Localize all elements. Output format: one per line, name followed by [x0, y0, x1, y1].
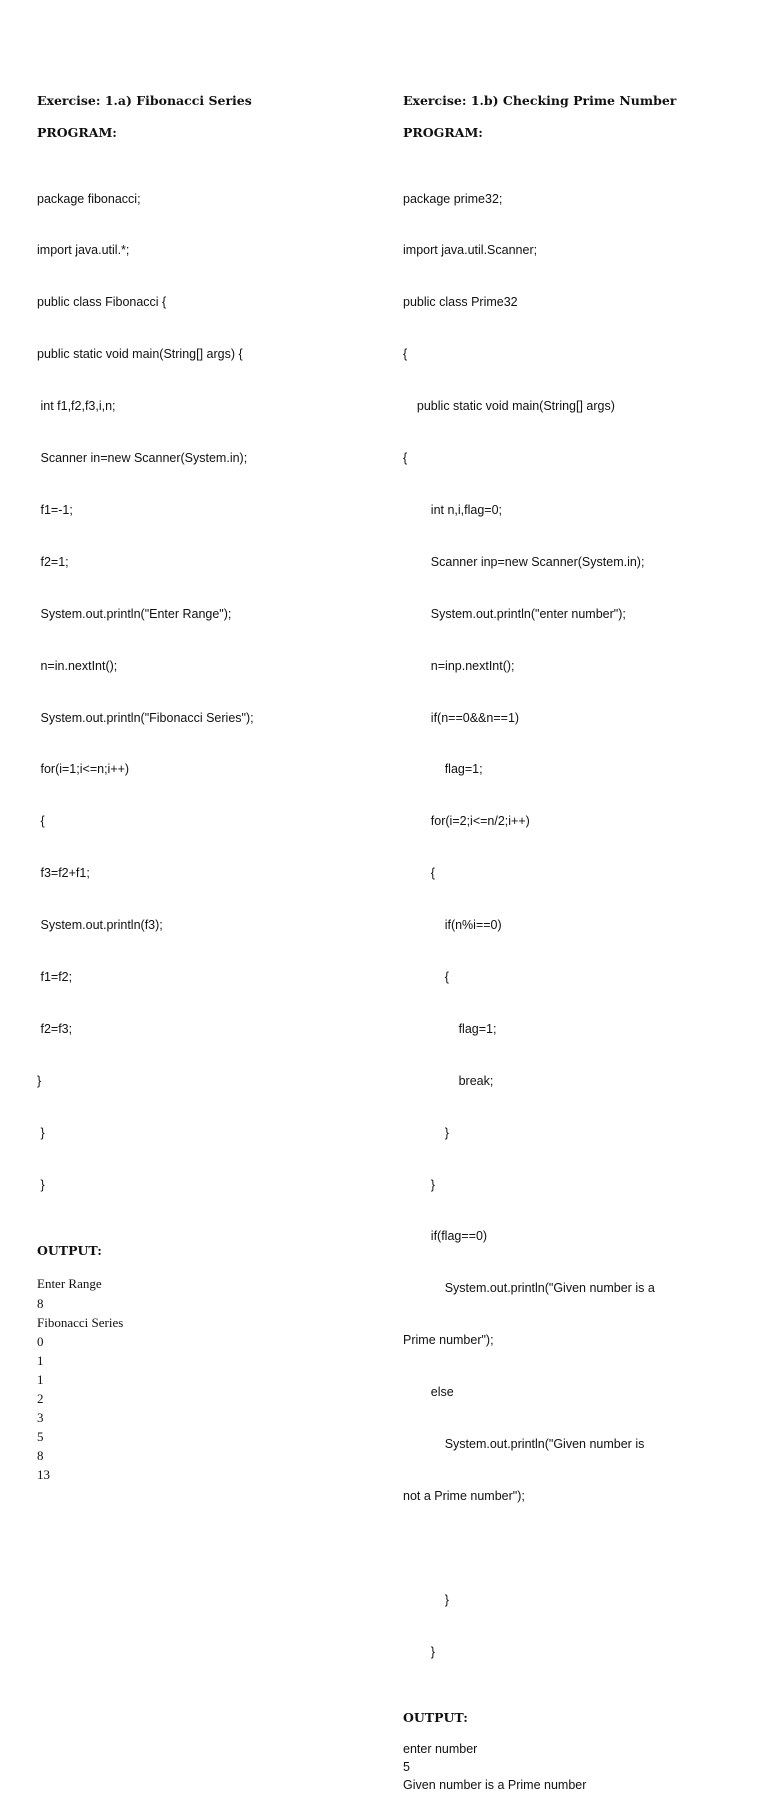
- code-line: System.out.println("Given number is a: [403, 1281, 655, 1296]
- code-line: f1=-1;: [37, 502, 73, 517]
- code-line: break;: [403, 1073, 494, 1088]
- exercise-title: Exercise: 1.a) Fibonacci Series: [37, 93, 252, 108]
- code-line: package prime32;: [403, 191, 503, 206]
- code-line: {: [37, 814, 45, 829]
- code-line: public class Fibonacci {: [37, 295, 167, 310]
- code-line: {: [403, 969, 449, 984]
- code-line: System.out.println("Fibonacci Series");: [37, 710, 254, 725]
- right-column: [403, 92, 748, 1794]
- output-line: 3: [37, 1410, 44, 1426]
- output-line: Given number is a Prime number: [403, 1777, 587, 1792]
- code-line: if(n%i==0): [403, 918, 502, 933]
- code-line: System.out.println(f3);: [37, 918, 163, 933]
- output-label: OUTPUT:: [403, 1710, 468, 1726]
- output-line: 0: [37, 1333, 44, 1349]
- output-block: [403, 1741, 748, 1794]
- code-line: int n,i,flag=0;: [403, 502, 503, 517]
- code-line: not a Prime number");: [403, 1488, 525, 1503]
- code-line: Scanner in=new Scanner(System.in);: [37, 451, 248, 466]
- code-line: flag=1;: [403, 762, 483, 777]
- output-line: Fibonacci Series: [37, 1314, 124, 1330]
- code-line: if(flag==0): [403, 1229, 488, 1244]
- program-label: PROGRAM:: [403, 125, 483, 140]
- code-line: for(i=2;i<=n/2;i++): [403, 814, 530, 829]
- output-line: 1: [37, 1352, 44, 1368]
- code-line: }: [403, 1125, 449, 1140]
- code-line: {: [403, 347, 408, 362]
- output-line: 5: [37, 1429, 44, 1445]
- output-line: Enter Range: [37, 1276, 102, 1292]
- code-block: [403, 156, 748, 1695]
- code-line: }: [37, 1177, 45, 1192]
- code-line: System.out.println("Enter Range");: [37, 606, 232, 621]
- code-line: public class Prime32: [403, 295, 518, 310]
- output-line: 5: [403, 1760, 410, 1775]
- code-line: if(n==0&&n==1): [403, 710, 520, 725]
- code-line: f2=1;: [37, 554, 69, 569]
- code-line: System.out.println("enter number");: [403, 606, 626, 621]
- code-line: package fibonacci;: [37, 191, 141, 206]
- left-column: [37, 92, 377, 1484]
- code-line: import java.util.*;: [37, 243, 130, 258]
- code-line: }: [403, 1177, 435, 1192]
- output-line: 8: [37, 1448, 44, 1464]
- code-line: import java.util.Scanner;: [403, 243, 538, 258]
- code-line: [403, 1540, 748, 1557]
- code-line: int f1,f2,f3,i,n;: [37, 399, 116, 414]
- output-line: 8: [37, 1295, 44, 1311]
- code-line: }: [403, 1644, 435, 1659]
- output-line: 13: [37, 1467, 50, 1483]
- output-block: [37, 1274, 377, 1484]
- code-line: System.out.println("Given number is: [403, 1436, 645, 1451]
- code-line: f3=f2+f1;: [37, 866, 90, 881]
- exercise-title: Exercise: 1.b) Checking Prime Number: [403, 93, 677, 108]
- code-block: [37, 156, 377, 1228]
- code-line: }: [37, 1125, 45, 1140]
- code-line: public static void main(String[] args): [403, 399, 615, 414]
- code-line: for(i=1;i<=n;i++): [37, 762, 130, 777]
- code-line: flag=1;: [403, 1021, 497, 1036]
- output-line: 1: [37, 1371, 44, 1387]
- code-line: Prime number");: [403, 1333, 494, 1348]
- code-line: f2=f3;: [37, 1021, 73, 1036]
- code-line: public static void main(String[] args) {: [37, 347, 243, 362]
- code-line: }: [403, 1592, 449, 1607]
- code-line: else: [403, 1385, 454, 1400]
- code-line: f1=f2;: [37, 969, 73, 984]
- code-line: n=in.nextInt();: [37, 658, 118, 673]
- output-line: 2: [37, 1390, 44, 1406]
- code-line: Scanner inp=new Scanner(System.in);: [403, 554, 645, 569]
- output-label: OUTPUT:: [37, 1243, 102, 1259]
- code-line: {: [403, 866, 435, 881]
- program-label: PROGRAM:: [37, 125, 117, 140]
- output-line: enter number: [403, 1742, 478, 1757]
- code-line: n=inp.nextInt();: [403, 658, 515, 673]
- code-line: }: [37, 1073, 42, 1088]
- code-line: {: [403, 451, 408, 466]
